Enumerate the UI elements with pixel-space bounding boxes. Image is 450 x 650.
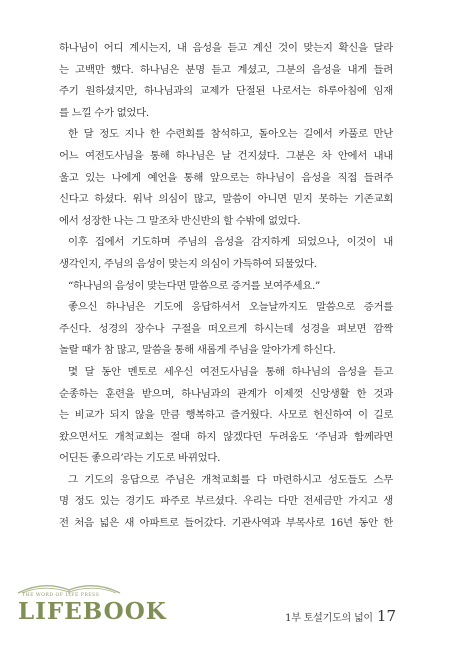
text-line: 어딘든 좋으리’라는 기도로 바뀌었다. [59,452,221,465]
text-line: 전 처음 넓은 새 아파트로 들어갔다. 기관사역과 부목사로 16년 동안 한 [59,517,393,530]
text-line: 어느 여전도사님을 통해 하나님은 날 건지셨다. 그분은 차 안에서 내내 [59,149,393,162]
text-line: “하나님의 음성이 맞는다면 말씀으로 증거를 보여주세요.” [68,279,320,292]
text-line: 한 달 정도 지나 한 수련회를 참석하고, 돌아오는 길에서 카풀로 만난 [68,128,393,141]
text-line: 주신다. 성경의 장수나 구절을 떠오르게 하시는데 성경을 펴보면 깜짝 [59,322,393,335]
text-line: 생각인지, 주님의 음성이 맞는지 의심이 가득하여 되물었다. [59,257,317,270]
page-number: 17 [376,607,396,625]
page-footer [285,606,396,625]
text-line: 좋으신 하나님은 기도에 응답하셔서 오늘날까지도 말씀으로 증거를 [68,301,393,314]
text-line: 를 느낄 수가 없었다. [59,106,149,119]
body-text [59,38,393,535]
text-line: 신다고 하셨다. 워낙 의심이 많고, 말씀이 아니면 믿지 못하는 기존교회 [59,193,393,206]
logo-wordmark: LIFEBOOK [18,598,167,625]
text-line: 그 기도의 응답으로 주님은 개척교회를 다 마련하시고 성도들도 스무 [68,473,393,486]
text-line: 하나님이 어디 계시는지, 내 음성을 듣고 계신 것이 맞는지 확신을 달라 [59,42,393,54]
text-line: 는 비교가 되지 않을 만큼 행복하고 즐거웠다. 사모로 헌신하여 이 길로 [59,409,393,422]
text-line: 순종하는 훈련을 받으며, 하나님과의 관계가 이제껏 신앙생활 한 것과 [59,387,393,400]
text-line: 놀랄 때가 참 많고, 말씀을 통해 새롭게 주님을 알아가게 하신다. [59,344,336,357]
text-line: 울고 있는 나에게 예언을 통해 앞으로는 하나님이 음성을 직접 들려주 [59,171,393,184]
section-title: 1부 토설기도의 넓이 [285,613,373,624]
text-line: 이후 집에서 기도하며 주님의 음성을 감지하게 되었으나, 이것이 내 [68,236,393,249]
text-line: 왔으면서도 개척교회는 절대 하지 않겠다던 두려움도 ‘주님과 함께라면 [59,430,393,443]
logo-tagline: THE WORD OF LIFE PRESS [22,593,100,598]
lifebook-logo [14,578,167,630]
text-line: 에서 성장한 나는 그 말조차 반신반의 할 수밖에 없었다. [59,214,301,227]
text-line: 는 고백만 했다. 하나님은 분명 듣고 계셨고, 그분의 음성을 내게 들려 [59,63,393,76]
text-line: 주기 원하셨지만, 하나님과의 교제가 단절된 나로서는 하루아침에 임재 [59,85,393,98]
text-line: 몇 달 동안 멘토로 세우신 여전도사님을 통해 하나님의 음성을 듣고 [68,365,393,378]
text-line: 명 정도 있는 경기도 파주로 부르셨다. 우리는 다만 전세금만 가지고 생 [59,495,393,508]
